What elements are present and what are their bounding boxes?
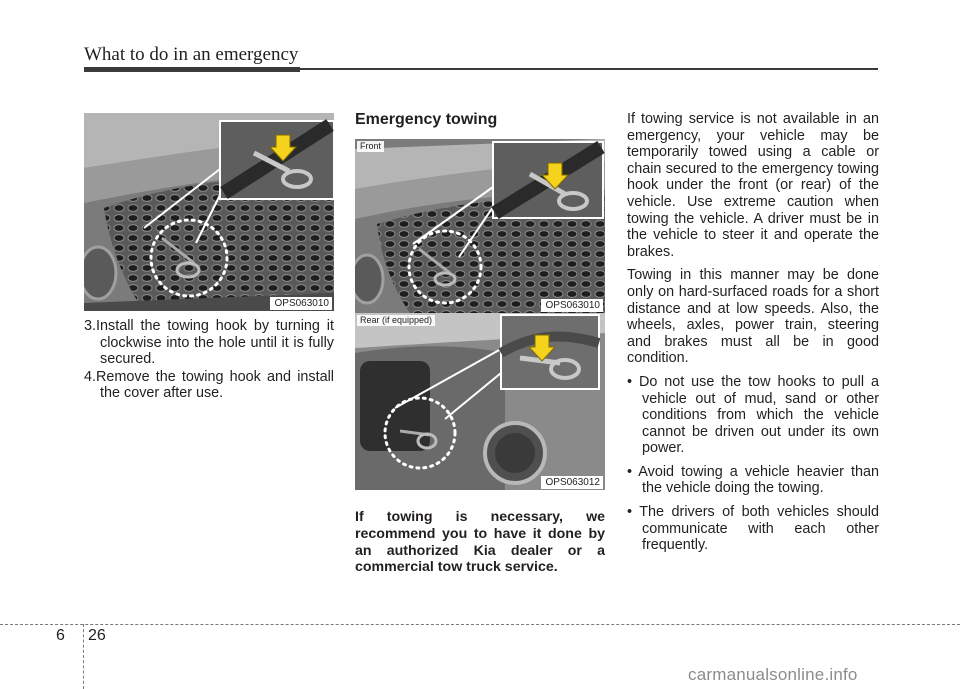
figure-code: OPS063010 [270, 297, 333, 310]
figure-rear-hook [355, 313, 605, 490]
figure-code: OPS063012 [541, 476, 604, 489]
right-column-text [627, 111, 879, 561]
figure-front-hook [355, 139, 605, 313]
front-hook-illustration [355, 139, 605, 313]
watermark: carmanualsonline.info [688, 665, 858, 684]
caution-bullet-3: • The drivers of both vehicles should communicate with each other frequently. [627, 504, 879, 554]
header-title: What to do in an emergency [84, 44, 299, 65]
towing-recommendation-note: If towing is necessary, we recommend you to have it done by an authorized Kia dealer or a commercial tow truck service. [355, 509, 605, 576]
step-3: 3.Install the towing hook by turning it clockwise into the hole until it is fully secured. [84, 318, 334, 368]
chapter-number: 6 [56, 627, 65, 644]
towing-paragraph-1: If towing service is not available in an emergency, your vehicle may be temporarily towed using a cable or chain secured to the emergency towing hook under the front (or rear) of the vehicle. Use extreme caution when towing the vehicle. A driver must be in the vehicle to steer it and operate the brakes. [627, 111, 879, 260]
figure-code: OPS063010 [541, 299, 604, 312]
header-rule [84, 67, 878, 72]
caution-bullet-1: • Do not use the tow hooks to pull a vehicle out of mud, sand or other conditions from which the vehicle cannot be driven out under its own power. [627, 373, 879, 457]
step-4: 4.Remove the towing hook and install the cover after use. [84, 368, 334, 402]
caution-bullet-2: • Avoid towing a vehicle heavier than the vehicle doing the towing. [627, 463, 879, 497]
figure-towing-hook-install [84, 113, 334, 311]
figure-label-front: Front [357, 141, 384, 152]
left-column-steps [84, 318, 334, 403]
footer-rule [0, 624, 960, 625]
hook-install-illustration [84, 113, 334, 311]
figure-label-rear: Rear (if equipped) [357, 315, 435, 326]
footer-divider [83, 624, 84, 689]
page-number: 26 [88, 627, 106, 644]
towing-paragraph-2: Towing in this manner may be done only on hard-surfaced roads for a short distance and at low speeds. Also, the wheels, axles, power train, steering and brakes must all be in good condition. [627, 267, 879, 367]
rear-hook-illustration [355, 313, 605, 490]
section-heading: Emergency towing [355, 111, 498, 128]
